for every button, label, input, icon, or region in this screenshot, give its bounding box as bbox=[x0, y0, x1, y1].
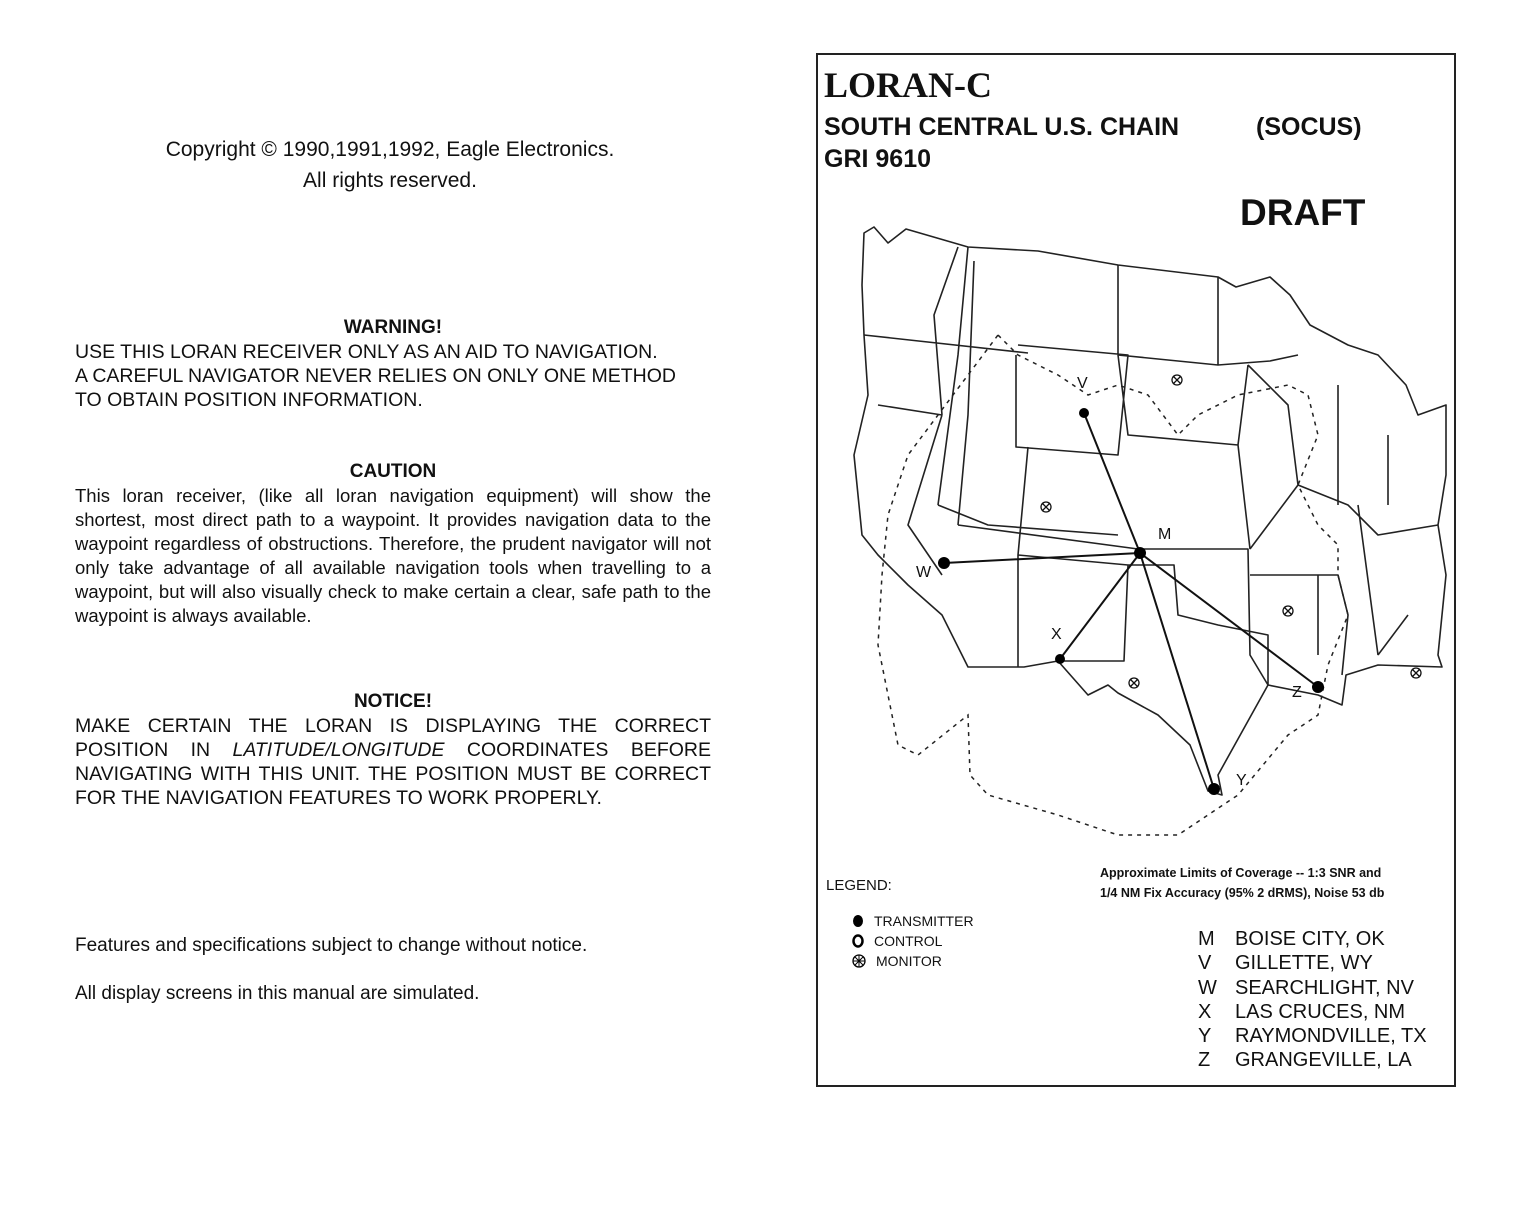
station-row bbox=[1198, 976, 1427, 1000]
baseline-m-z bbox=[1140, 553, 1318, 687]
baseline-m-v bbox=[1084, 413, 1140, 553]
features-note: Features and specifications subject to change without notice. bbox=[75, 935, 588, 956]
baseline-m-x bbox=[1060, 553, 1140, 659]
notice-section bbox=[75, 690, 711, 810]
legend-monitor: MONITOR bbox=[876, 953, 942, 969]
us-map bbox=[818, 55, 1454, 855]
station-name: GRANGEVILLE, LA bbox=[1235, 1049, 1412, 1072]
station-list bbox=[1198, 927, 1427, 1073]
copyright-line: Copyright © 1990,1991,1992, Eagle Electronics. bbox=[165, 138, 615, 161]
control-icon bbox=[852, 934, 864, 948]
warning-section bbox=[75, 316, 711, 412]
caution-text: This loran receiver, (like all loran navigation equipment) will show the shortest, most direct path to a waypoint. It provides navigation data to the waypoint regardless of obstructions. Therefore, the prudent navigator will not only take advantage of all available navigation tools when travelling to a waypoint, but will also visually check to make certain a clear, safe path to the waypoint is always available. bbox=[75, 485, 711, 626]
transmitter-z-marker bbox=[1312, 681, 1324, 693]
caution-section bbox=[75, 460, 711, 628]
notice-coordinates-term: LATITUDE/LONGITUDE bbox=[232, 739, 445, 761]
monitor-marker bbox=[1172, 375, 1182, 385]
station-row bbox=[1198, 1048, 1427, 1072]
station-code: Y bbox=[1198, 1025, 1212, 1048]
warning-line: A CAREFUL NAVIGATOR NEVER RELIES ON ONLY ONE METHOD bbox=[75, 365, 677, 387]
warning-heading: WARNING! bbox=[343, 317, 443, 338]
legend-label: LEGEND: bbox=[826, 877, 892, 894]
coverage-line: Approximate Limits of Coverage -- 1:3 SNR and bbox=[1100, 866, 1382, 880]
rights-line: All rights reserved. bbox=[303, 169, 477, 192]
notice-text-start: MAKE CERTAIN THE LORAN IS DISPLAYING THE CORRECT POSITION IN bbox=[75, 715, 711, 761]
monitor-marker bbox=[1411, 668, 1421, 678]
gri-value: GRI 9610 bbox=[824, 145, 932, 173]
station-name: RAYMONDVILLE, TX bbox=[1235, 1025, 1427, 1048]
station-code: Z bbox=[1198, 1049, 1211, 1072]
station-label-z: Z bbox=[1292, 684, 1302, 701]
chain-code: (SOCUS) bbox=[1256, 113, 1362, 141]
monitor-marker bbox=[1283, 606, 1293, 616]
baseline-m-w bbox=[944, 553, 1140, 563]
legend bbox=[852, 911, 974, 971]
transmitter-v-marker bbox=[1079, 408, 1089, 418]
transmitter-y-marker bbox=[1208, 783, 1220, 795]
copyright-notice bbox=[60, 134, 720, 196]
caution-heading: CAUTION bbox=[349, 461, 437, 482]
station-code: V bbox=[1198, 952, 1212, 975]
us-outline bbox=[854, 227, 1446, 795]
station-label-w: W bbox=[916, 564, 932, 581]
legend-transmitter: TRANSMITTER bbox=[874, 913, 974, 929]
station-label-m: M bbox=[1158, 526, 1172, 543]
station-name: GILLETTE, WY bbox=[1235, 952, 1373, 975]
transmitter-icon bbox=[852, 914, 864, 928]
monitor-marker bbox=[1041, 502, 1051, 512]
station-row bbox=[1198, 1024, 1427, 1048]
station-label-x: X bbox=[1051, 626, 1062, 643]
chain-name: SOUTH CENTRAL U.S. CHAIN bbox=[824, 113, 1180, 141]
station-row bbox=[1198, 951, 1427, 975]
legend-control: CONTROL bbox=[874, 933, 943, 949]
notice-text-end: COORDINATES BEFORE NAVIGATING WITH THIS UNIT. THE POSITION MUST BE CORRECT FOR THE NAVIGATION FEATURES TO WORK PROPERLY. bbox=[75, 739, 711, 809]
monitor-marker bbox=[1129, 678, 1139, 688]
station-code: X bbox=[1198, 1000, 1212, 1023]
coverage-limit bbox=[878, 335, 1348, 835]
transmitter-w-marker bbox=[938, 557, 950, 569]
loran-chart-panel bbox=[816, 53, 1456, 1087]
station-row bbox=[1198, 1000, 1427, 1024]
station-name: BOISE CITY, OK bbox=[1235, 928, 1385, 950]
station-label-y: Y bbox=[1236, 772, 1247, 789]
station-label-v: V bbox=[1077, 375, 1088, 392]
warning-line: USE THIS LORAN RECEIVER ONLY AS AN AID TO NAVIGATION. bbox=[75, 341, 658, 363]
legend-item bbox=[852, 931, 974, 951]
transmitter-x-marker bbox=[1055, 654, 1065, 664]
station-row bbox=[1198, 927, 1427, 951]
legend-item bbox=[852, 951, 974, 971]
monitor-icon bbox=[852, 954, 866, 968]
notice-text bbox=[75, 714, 711, 810]
notice-heading: NOTICE! bbox=[353, 691, 433, 712]
baseline-m-y bbox=[1140, 553, 1214, 789]
coverage-note bbox=[1100, 863, 1454, 903]
legend-item bbox=[852, 911, 974, 931]
chart-title: LORAN-C bbox=[824, 65, 992, 105]
station-code: M bbox=[1198, 928, 1215, 950]
warning-line: TO OBTAIN POSITION INFORMATION. bbox=[75, 389, 423, 411]
state-lines bbox=[864, 247, 1438, 685]
station-name: SEARCHLIGHT, NV bbox=[1235, 976, 1414, 999]
station-name: LAS CRUCES, NM bbox=[1235, 1000, 1406, 1023]
transmitter-m-marker bbox=[1134, 547, 1146, 559]
coverage-line: 1/4 NM Fix Accuracy (95% 2 dRMS), Noise 53 db bbox=[1100, 886, 1385, 900]
station-code: W bbox=[1198, 976, 1217, 999]
display-note: All display screens in this manual are simulated. bbox=[75, 983, 480, 1004]
draft-stamp: DRAFT bbox=[1240, 192, 1366, 233]
